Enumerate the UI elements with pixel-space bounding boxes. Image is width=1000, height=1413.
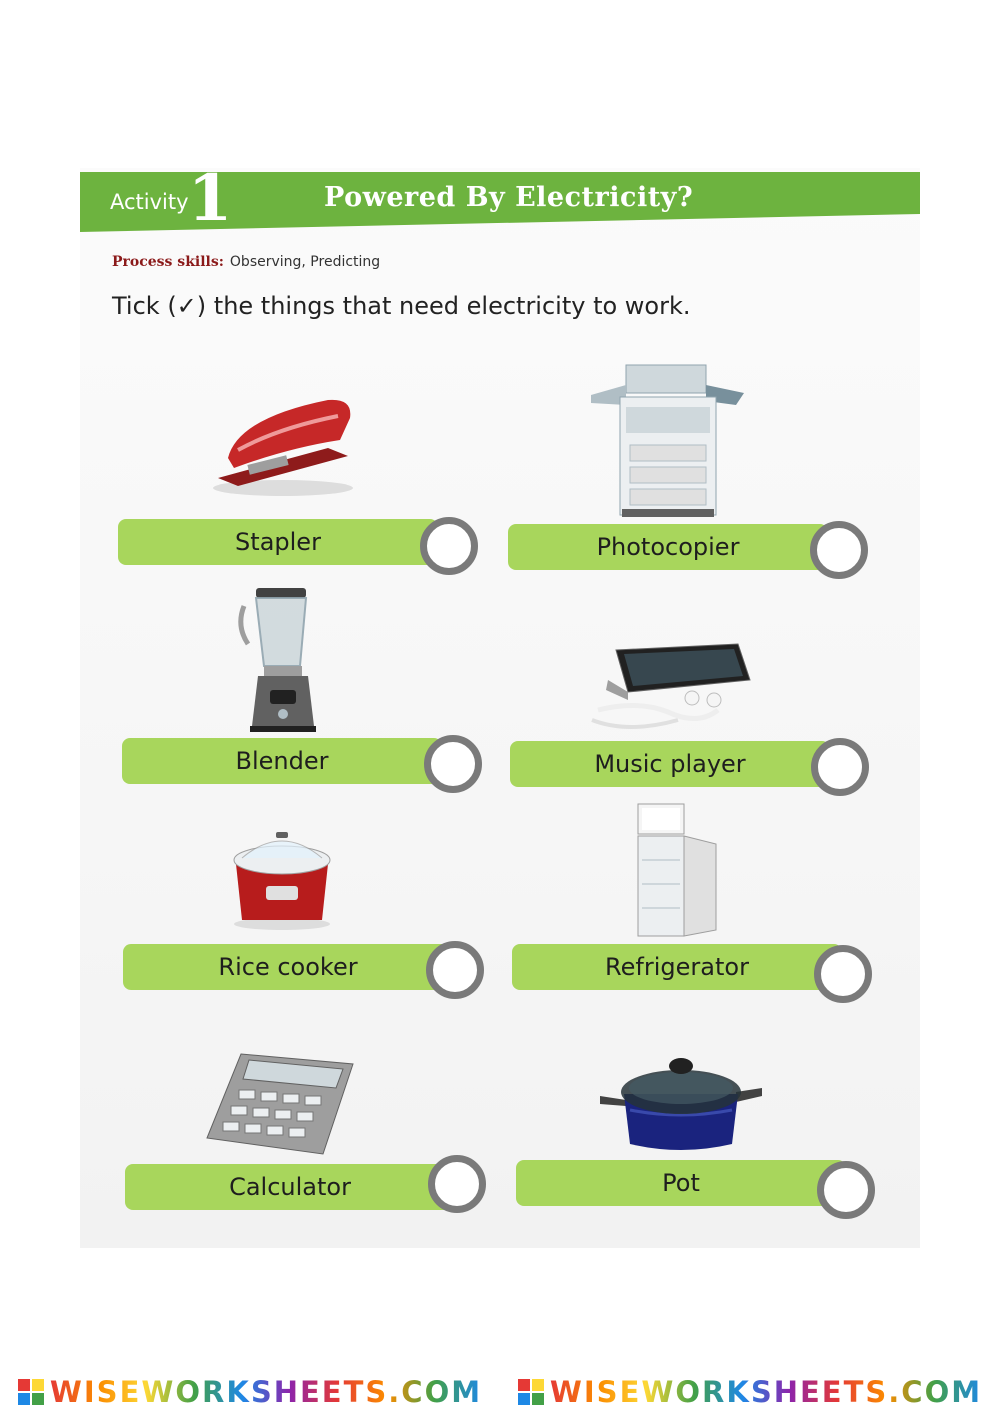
item-pill-calculator xyxy=(125,1164,455,1210)
pot-icon xyxy=(596,1048,766,1158)
item-pill-stapler xyxy=(118,519,438,565)
activity-number: 1 xyxy=(187,161,233,236)
tick-circle-photocopier[interactable] xyxy=(810,521,868,579)
tick-circle-stapler[interactable] xyxy=(420,517,478,575)
item-label-photocopier: Photocopier xyxy=(596,533,740,561)
rice-cooker-icon xyxy=(222,824,342,934)
instruction-text: Tick (✓) the things that need electricity to work. xyxy=(112,292,691,320)
tick-circle-pot[interactable] xyxy=(817,1161,875,1219)
item-label-music-player: Music player xyxy=(594,750,746,778)
tick-circle-refrigerator[interactable] xyxy=(814,945,872,1003)
watermark-text-right: WISEWORKSHEETS.COM xyxy=(549,1375,983,1409)
tick-circle-rice-cooker[interactable] xyxy=(426,941,484,999)
item-pill-rice-cooker xyxy=(123,944,453,990)
item-pill-pot xyxy=(516,1160,846,1206)
process-skills xyxy=(112,254,380,270)
process-skills-label: Process skills: xyxy=(112,254,224,270)
activity-label: Activity xyxy=(110,190,189,214)
tick-circle-calculator[interactable] xyxy=(428,1155,486,1213)
item-pill-blender xyxy=(122,738,442,784)
item-pill-music-player xyxy=(510,741,830,787)
item-label-calculator: Calculator xyxy=(229,1173,351,1201)
photocopier-icon xyxy=(586,355,746,520)
item-label-blender: Blender xyxy=(235,747,329,775)
item-label-stapler: Stapler xyxy=(235,528,321,556)
stapler-icon xyxy=(208,388,358,498)
music-player-icon xyxy=(588,640,753,735)
watermark-text-left: WISEWORKSHEETS.COM xyxy=(49,1375,483,1409)
wiseworksheets-logo-icon xyxy=(518,1379,544,1405)
watermark-left xyxy=(18,1375,482,1409)
tick-circle-music-player[interactable] xyxy=(811,738,869,796)
calculator-icon xyxy=(205,1050,355,1160)
item-label-pot: Pot xyxy=(662,1169,700,1197)
item-label-refrigerator: Refrigerator xyxy=(605,953,749,981)
activity-title: Powered By Electricity? xyxy=(324,182,694,213)
tick-circle-blender[interactable] xyxy=(424,735,482,793)
item-pill-photocopier xyxy=(508,524,828,570)
blender-icon xyxy=(238,586,328,736)
watermark-right xyxy=(518,1375,982,1409)
process-skills-value: Observing, Predicting xyxy=(229,254,381,270)
item-pill-refrigerator xyxy=(512,944,842,990)
wiseworksheets-logo-icon xyxy=(18,1379,44,1405)
footer-watermark xyxy=(0,1372,1000,1412)
refrigerator-icon xyxy=(632,800,722,940)
item-label-rice-cooker: Rice cooker xyxy=(218,953,358,981)
